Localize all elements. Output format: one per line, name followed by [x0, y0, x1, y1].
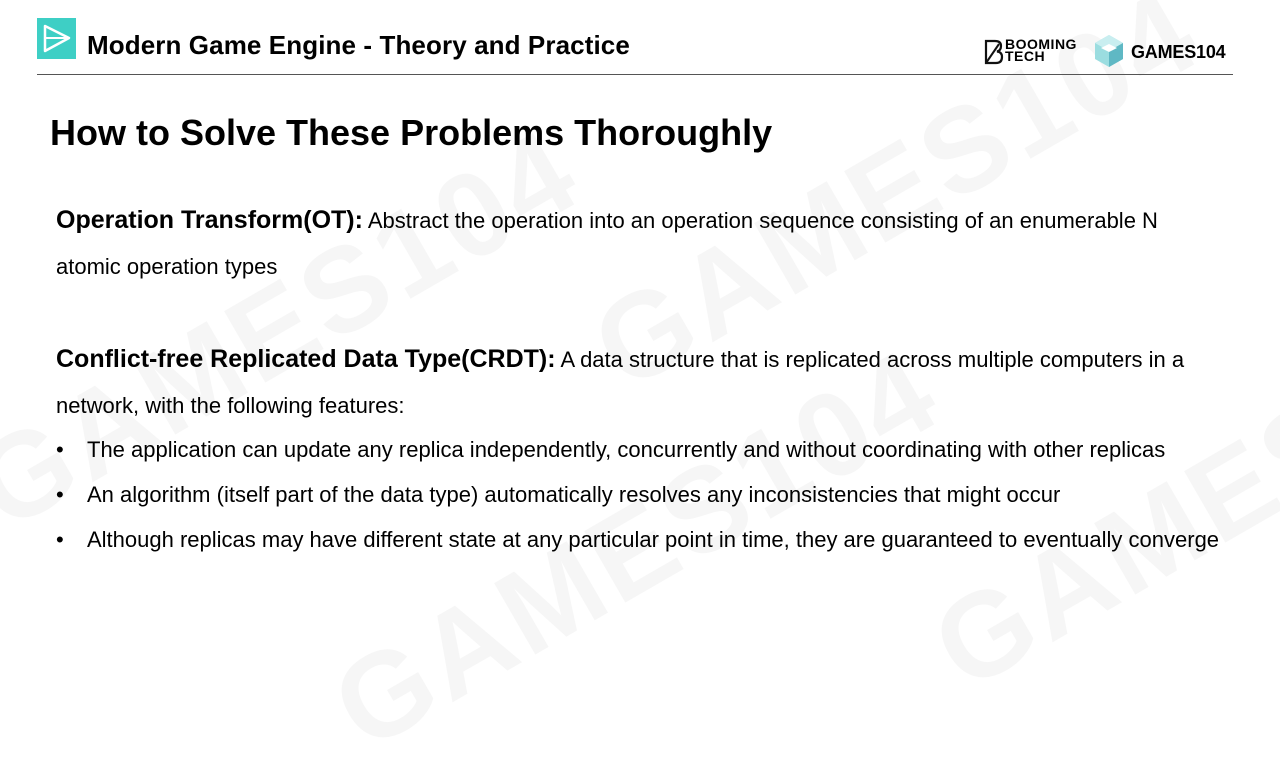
list-item-text: An algorithm (itself part of the data type) automatically resolves any inconsistencies that might occur — [87, 482, 1061, 507]
brand-line-2: TECH — [1005, 48, 1046, 64]
ot-description: Abstract the operation into an operation sequence consisting of an enumerable N atomic operation types — [56, 208, 1158, 279]
booming-tech-wordmark — [1005, 38, 1077, 62]
games104-cube-icon — [1093, 34, 1125, 68]
list-item — [56, 472, 1236, 517]
bullet-icon: • — [56, 437, 64, 462]
crdt-term: Conflict-free Replicated Data Type(CRDT): — [56, 345, 556, 373]
list-item — [56, 517, 1236, 562]
list-item-text: Although replicas may have different state at any particular point in time, they are guaranteed to eventually converge — [87, 527, 1220, 552]
booming-tech-logo-icon — [983, 38, 1005, 66]
brand-line-1: BOOMING — [1005, 36, 1077, 52]
slide-header — [37, 18, 1233, 76]
list-item — [56, 427, 1236, 472]
crdt-description: A data structure that is replicated across multiple computers in a network, with the following features: — [56, 347, 1185, 418]
list-item-text: The application can update any replica independently, concurrently and without coordinating with other replicas — [87, 437, 1166, 462]
games104-wordmark: GAMES104 — [1131, 42, 1226, 62]
bullet-icon: • — [56, 482, 64, 507]
ot-term: Operation Transform(OT): — [56, 206, 363, 234]
header-divider — [37, 74, 1233, 75]
ot-paragraph — [56, 197, 1226, 290]
crdt-feature-list — [56, 427, 1236, 562]
course-title: Modern Game Engine - Theory and Practice — [87, 30, 630, 60]
play-triangle-icon — [37, 18, 76, 59]
crdt-paragraph — [56, 336, 1226, 429]
bullet-icon: • — [56, 527, 64, 552]
slide-title: How to Solve These Problems Thoroughly — [50, 112, 773, 153]
